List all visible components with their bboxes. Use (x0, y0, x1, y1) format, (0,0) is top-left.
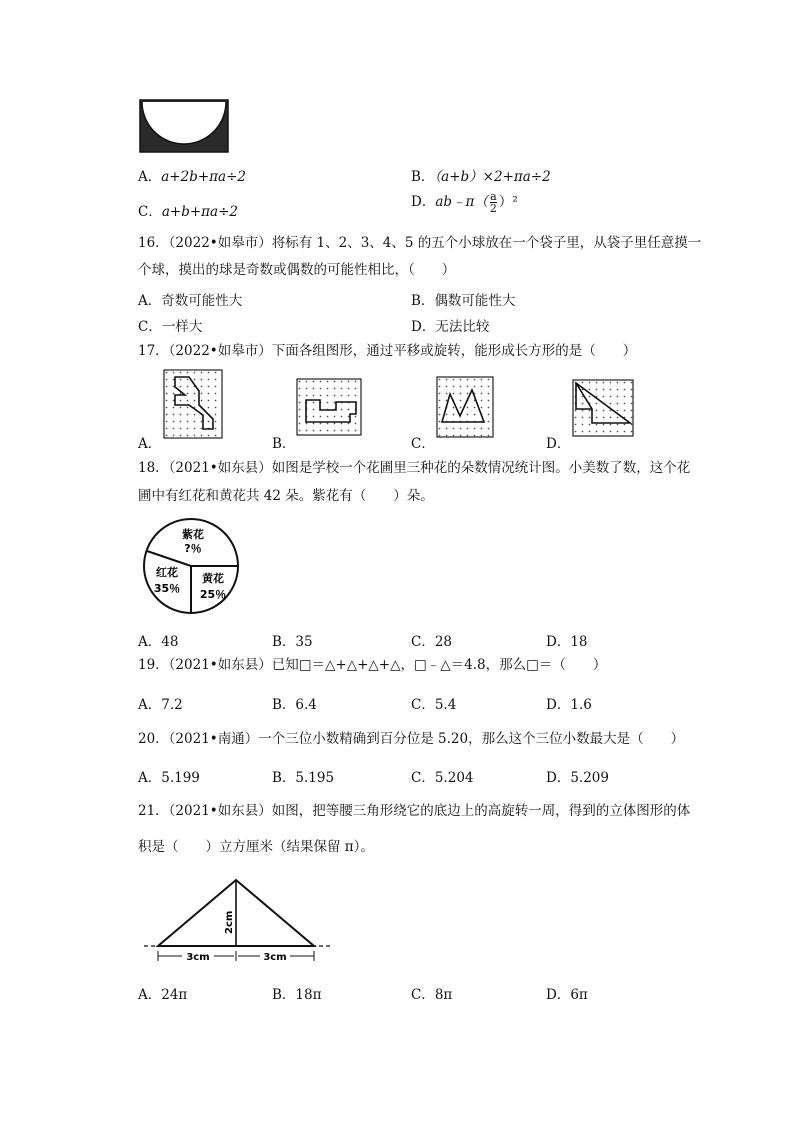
q17-option-b[interactable]: B． (272, 436, 296, 452)
q16-stem-line2: 个球，摸出的球是奇数或偶数的可能性相比，（ ） (138, 262, 456, 278)
q19-stem: 19．（2021•如东县）已知□＝△+△+△+△，□﹣△＝4.8，那么□＝（ ） (138, 657, 607, 673)
q21-option-d[interactable]: D．6π (546, 987, 588, 1003)
fraction: $\frac{a}{2}$ (489, 190, 497, 215)
q16-stem-line1: 16．（2022•如皋市）将标有 1、2、3、4、5 的五个小球放在一个袋子里，从袋子里任意摸一 (138, 235, 702, 251)
q21-option-a[interactable]: A．24π (138, 987, 188, 1003)
q15-option-c[interactable]: C．a+b+πa÷2 (138, 204, 238, 220)
q19-option-d[interactable]: D．1.6 (546, 697, 592, 713)
q15-option-a[interactable]: A．a+2b+πa÷2 (138, 169, 246, 185)
q18-option-a[interactable]: A．48 (138, 634, 179, 650)
q19-option-a[interactable]: A．7.2 (138, 697, 183, 713)
q20-option-d[interactable]: D．5.209 (546, 770, 609, 786)
grid-figure-b (296, 378, 362, 436)
pie-pct-purple: ?％ (184, 542, 202, 555)
q15-option-d[interactable]: D．ab﹣π（ $\frac{a}{2}$ ）² (411, 190, 518, 215)
q21-option-b[interactable]: B．18π (272, 987, 322, 1003)
q18-stem-line1: 18．（2021•如东县）如图是学校一个花圃里三种花的朵数情况统计图。小美数了数，这个花 (138, 460, 691, 476)
grid-figure-d (572, 379, 634, 437)
grid-figure-c (436, 376, 494, 438)
q20-option-b[interactable]: B．5.195 (272, 770, 335, 786)
q16-option-b[interactable]: B．偶数可能性大 (411, 293, 516, 309)
q18-stem-line2: 圃中有红花和黄花共 42 朵。紫花有（ ）朵。 (138, 488, 434, 504)
q18-option-d[interactable]: D．18 (546, 634, 588, 650)
q21-stem-line2: 积是（ ）立方厘米（结果保留 π）。 (138, 839, 374, 855)
q20-option-a[interactable]: A．5.199 (138, 770, 200, 786)
q16-option-a[interactable]: A．奇数可能性大 (138, 293, 243, 309)
grid-figure-a (163, 369, 223, 439)
q17-stem: 17．（2022•如皋市）下面各组图形，通过平移或旋转，能形成长方形的是（ ） (138, 343, 637, 359)
flower-pie-chart (141, 516, 241, 616)
q18-option-c[interactable]: C．28 (411, 634, 453, 650)
right-base-label: 3cm (263, 952, 287, 963)
pie-label-purple: 紫花 (182, 528, 204, 541)
q21-stem-line1: 21．（2021•如东县）如图，把等腰三角形绕它的底边上的高旋转一周，得到的立体图形的体 (138, 803, 691, 819)
q20-option-c[interactable]: C．5.204 (411, 770, 474, 786)
q17-option-a[interactable]: A． (138, 436, 162, 452)
q19-option-c[interactable]: C．5.4 (411, 697, 457, 713)
q15-option-b[interactable]: B．（a+b）×2+πa÷2 (411, 169, 551, 185)
height-label: 2cm (224, 910, 235, 934)
q21-option-c[interactable]: C．8π (411, 987, 453, 1003)
q19-option-b[interactable]: B．6.4 (272, 697, 317, 713)
q16-option-c[interactable]: C．一样大 (138, 319, 203, 335)
semicircle-rectangle-figure (138, 98, 232, 156)
pie-pct-red: 35％ (153, 582, 181, 595)
pie-label-red: 红花 (156, 566, 178, 579)
q17-option-c[interactable]: C． (411, 436, 435, 452)
q20-stem: 20．（2021•南通）一个三位小数精确到百分位是 5.20，那么这个三位小数最大是（ ） (138, 731, 685, 747)
pie-pct-yellow: 25％ (199, 588, 227, 601)
pie-label-yellow: 黄花 (202, 572, 224, 585)
q18-option-b[interactable]: B．35 (272, 634, 313, 650)
isosceles-triangle-figure (144, 874, 330, 966)
q16-option-d[interactable]: D．无法比较 (411, 319, 490, 335)
left-base-label: 3cm (186, 952, 210, 963)
q17-option-d[interactable]: D． (546, 436, 571, 452)
